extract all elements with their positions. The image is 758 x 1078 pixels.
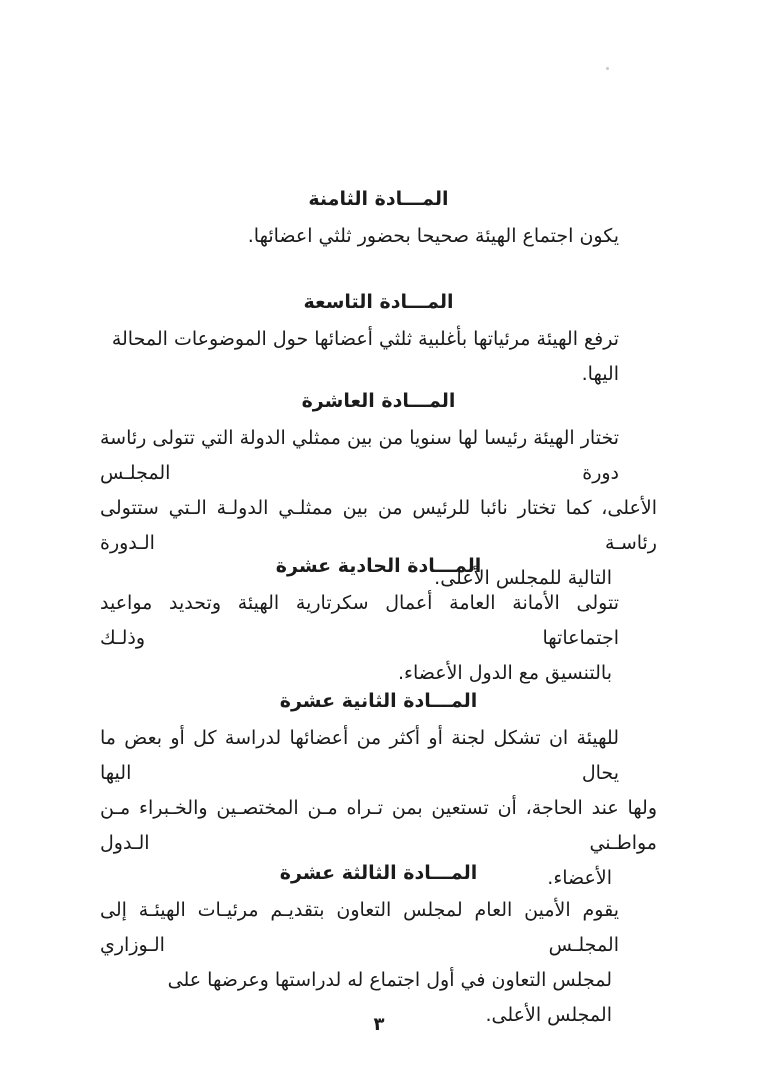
article-nine: [100, 287, 657, 392]
page-number: ٣: [373, 1014, 385, 1035]
article-line: ترفع الهيئة مرئياتها بأغلبية ثلثي أعضائها حول الموضوعات المحالة اليها.: [111, 328, 619, 385]
article-line: الأعلى، كما تختار نائبا للرئيس من بين ممثلـي الدولـة الـتي ستتولى رئاسـة الـدورة: [100, 497, 657, 554]
article-eight: [100, 184, 657, 254]
article-line: التالية للمجلس الأعلى.: [434, 567, 612, 589]
article-line: الأعضاء.: [547, 867, 612, 889]
article-eleven: [100, 551, 657, 691]
scan-speck: [606, 67, 609, 70]
article-line: ولها عند الحاجة، أن تستعين بمن تـراه مـن المختصـين والخـبراء مـن مواطـني الـدول: [100, 797, 657, 854]
article-heading: المـــادة الثانية عشرة: [279, 690, 478, 712]
article-line: لمجلس التعاون في أول اجتماع له لدراستها وعرضها على المجلس الأعلى.: [167, 969, 612, 1026]
article-heading: المـــادة العاشرة: [301, 390, 456, 412]
article-thirteen: [100, 858, 657, 1033]
article-heading: المـــادة الثامنة: [308, 188, 449, 210]
article-heading: المـــادة الثالثة عشرة: [279, 862, 478, 884]
article-heading: المـــادة الحادية عشرة: [275, 555, 482, 577]
article-line: يقوم الأمين العام لمجلس التعاون بتقديـم مرئيـات الهيئـة إلى المجلـس الـوزاري: [100, 899, 619, 956]
article-line: بالتنسيق مع الدول الأعضاء.: [398, 662, 612, 684]
article-heading: المـــادة التاسعة: [303, 291, 454, 313]
article-line: يكون اجتماع الهيئة صحيحا بحضور ثلثي اعضائها.: [247, 225, 619, 247]
article-line: تتولى الأمانة العامة أعمال سكرتارية الهيئة وتحديد مواعيد اجتماعاتها وذلـك: [100, 592, 619, 649]
article-line: للهيئة ان تشكل لجنة أو أكثر من أعضائها لدراسة كل أو بعض ما يحال اليها: [100, 727, 619, 784]
article-line: تختار الهيئة رئيسا لها سنويا من بين ممثلي الدولة التي تتولى رئاسة دورة المجلـس: [100, 427, 619, 484]
